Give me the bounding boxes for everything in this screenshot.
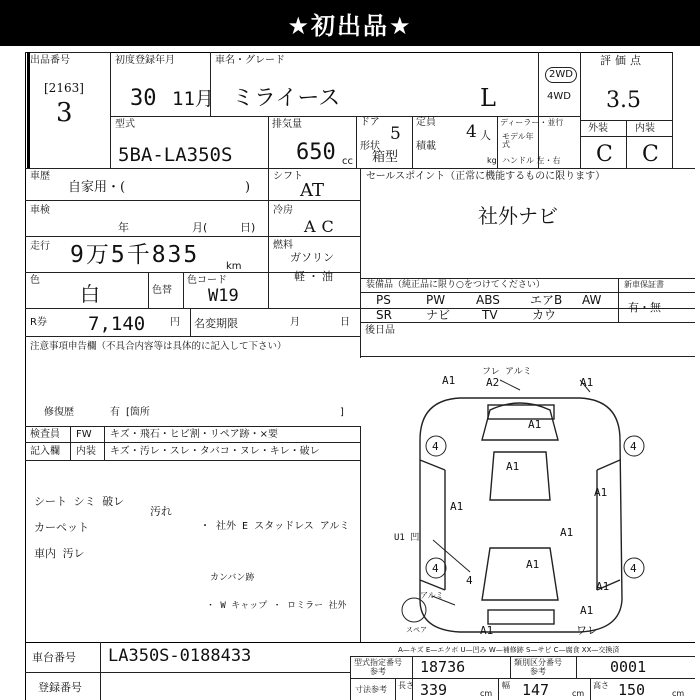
mark-4-fl: 4	[432, 440, 439, 453]
label-spare: スペア	[406, 626, 427, 634]
inspection-year: 年	[118, 221, 129, 234]
label-frame-alloy: フレ アルミ	[482, 367, 532, 377]
selling-points-label: セールスポイント（正常に機能するものに限ります）	[366, 171, 606, 182]
category-sub: 参考	[530, 667, 546, 676]
mark-a1-right: A1	[594, 486, 608, 499]
mark-a1-back: A1	[580, 604, 594, 617]
lot-code: [2163]	[44, 81, 84, 95]
name-limit-day: 日	[340, 317, 350, 328]
chassis-label: 車台番号	[32, 651, 76, 664]
length-value: 339	[420, 681, 448, 699]
mark-4-rl: 4	[432, 562, 439, 575]
ac-value: AC	[304, 217, 340, 236]
note-signboard: カンバン跡	[210, 573, 255, 583]
roof	[490, 452, 550, 500]
warranty-label: 新車保証書	[624, 280, 664, 289]
registration-month: 11月	[172, 88, 214, 110]
exterior-label: 外装	[588, 123, 608, 134]
equipment-sr: SR	[376, 308, 392, 322]
equipment-label: 装備品（純正品に限り○をつけてください）	[366, 280, 545, 290]
shift-value: AT	[300, 180, 325, 201]
dimensions-ref-label: 寸法参考	[355, 685, 387, 694]
mark-a1-hood: A1	[528, 418, 542, 431]
capacity-value: 4	[466, 122, 477, 142]
repair-value: 有	[110, 407, 120, 418]
displacement-unit: cc	[342, 156, 353, 167]
attachments-label: 後日品	[365, 325, 395, 336]
usage-label: 車歴	[30, 171, 50, 182]
car-grade: L	[480, 84, 496, 112]
equipment-ps: PS	[376, 293, 391, 307]
lot-number: 3	[56, 98, 73, 128]
equipment-navi: ナビ	[426, 308, 451, 322]
type-designation-value: 18736	[420, 658, 466, 676]
lot-label: 出品番号	[30, 55, 70, 66]
chassis-value: LA350S-0188433	[108, 646, 252, 666]
equipment-tv: TV	[482, 308, 498, 322]
shift-label: シフト	[273, 171, 303, 182]
fuel-label: 燃料	[273, 240, 293, 251]
height-unit: cm	[672, 689, 685, 698]
width-unit: cm	[572, 689, 585, 698]
score-value: 3.5	[606, 88, 641, 113]
spare-wheel	[402, 598, 426, 622]
color-code-label: 色コード	[187, 275, 227, 286]
note-dirt: 汚れ	[150, 505, 172, 518]
body-value: 箱型	[372, 150, 399, 165]
doors-value: 5	[390, 124, 401, 144]
displacement-value: 650	[296, 140, 336, 165]
remarks-label: 記入欄	[30, 446, 60, 457]
registration-year: 30	[130, 86, 157, 111]
equipment-airbag: エアB	[530, 293, 563, 307]
load-unit: kg	[487, 156, 497, 165]
note-cap-mirror: ・ W キャップ ・ ロミラー 社外	[206, 601, 347, 611]
label-alloy: アルミ	[420, 591, 444, 600]
mark-a1-trunk: A1	[526, 558, 540, 571]
inspection-month: 月(	[192, 221, 208, 234]
color-value: 白	[80, 282, 100, 306]
note-carpet: カーペット	[34, 521, 89, 534]
body-label: 形状	[360, 141, 380, 152]
repair-section: [箇所	[126, 407, 150, 418]
rear-window	[482, 548, 558, 600]
remarks-items: キズ・汚レ・スレ・タバコ・ヌレ・キレ・破レ	[110, 446, 320, 457]
width-label: 幅	[502, 681, 510, 690]
mark-a1-front: A1	[442, 374, 456, 387]
category-label: 類別区分番号	[514, 658, 562, 667]
length-unit: cm	[480, 689, 493, 698]
damage-legend: A—キズ E—エクボ U—凹み W—補修跡 S—サビ C—腐食 XX—交換済	[398, 646, 620, 654]
inspector-items: キズ・飛石・ヒビ割・リペア跡・×要	[110, 429, 278, 440]
reg-number-label: 登録番号	[38, 681, 82, 694]
score-label: 評価点	[600, 54, 645, 67]
type-designation-sub: 参考	[370, 667, 386, 676]
mark-a1-left: A1	[450, 500, 464, 513]
label-a2: A2	[486, 376, 500, 389]
car-name-label: 車名・グレード	[215, 55, 285, 66]
drive-4wd: 4WD	[547, 91, 571, 102]
front-windshield	[482, 403, 558, 440]
name-limit-label: 名変期限	[194, 317, 238, 330]
length-label: 長さ	[398, 681, 414, 690]
usage-close: )	[245, 180, 251, 195]
color-label: 色	[30, 275, 40, 286]
load-label: 積載	[416, 141, 436, 152]
label-u1-dent: U1 凹	[394, 533, 420, 543]
remarks-interior: 内装	[76, 446, 96, 457]
height-label: 高さ	[593, 681, 609, 690]
inspection-label: 車検	[30, 205, 50, 216]
equipment-cow: カウ	[532, 308, 557, 322]
handle-label: ハンドル 左・右	[502, 156, 561, 165]
ac-label: 冷房	[273, 205, 293, 216]
recycle-label: R券	[30, 317, 47, 328]
capacity-label: 定員	[416, 117, 436, 128]
selling-points-value: 社外ナビ	[478, 204, 558, 228]
mark-a1-rr: A1	[596, 580, 610, 593]
inspector-label: 検査員	[30, 429, 60, 440]
car-name-value: ミライース	[232, 86, 341, 111]
color-change-label: 色替	[152, 285, 172, 296]
equipment-pw: PW	[426, 293, 446, 307]
width-value: 147	[522, 681, 550, 699]
registration-label: 初度登録年月	[115, 55, 175, 66]
mark-a1-rear: A1	[560, 526, 574, 539]
color-code: W19	[208, 286, 239, 306]
mileage-unit: km	[226, 261, 242, 272]
name-limit-month: 月	[290, 317, 300, 328]
category-value: 0001	[610, 658, 647, 676]
usage-value: 自家用・(	[68, 180, 126, 195]
mark-4-rear: 4	[466, 574, 473, 587]
fuel-gasoline: ガソリン	[290, 251, 334, 264]
displacement-label: 排気量	[272, 119, 302, 130]
mileage-value: 9万5千835	[70, 242, 200, 268]
dealer-label: ディーラー・並行	[500, 118, 564, 127]
capacity-unit: 人	[480, 129, 491, 142]
drive-2wd: 2WD	[545, 67, 577, 83]
note-interior-dirt: 車内 汚レ	[34, 547, 85, 560]
note-studless: ・ 社外 E スタッドレス アルミ	[200, 521, 350, 532]
model-label: 型式	[115, 119, 135, 130]
notes-label: 注意事項申告欄（不具合内容等は具体的に記入して下さい）	[30, 341, 287, 352]
warranty-value: 有・無	[628, 301, 661, 314]
type-designation-label: 型式指定番号	[354, 658, 402, 667]
equipment-abs: ABS	[476, 293, 500, 307]
doors-label: ドア	[360, 117, 380, 128]
mark-a1-roof: A1	[506, 460, 520, 473]
exterior-score: C	[596, 142, 613, 167]
label-a1-top: A1	[580, 376, 594, 389]
car-outline	[420, 398, 622, 632]
mark-4-rr: 4	[630, 562, 637, 575]
interior-score: C	[642, 142, 659, 167]
interior-label: 内装	[635, 123, 655, 134]
inspection-day: 日)	[240, 221, 256, 234]
label-a1-bottom: A1	[480, 624, 494, 637]
fuel-light-oil: 軽・油	[294, 270, 336, 283]
equipment-aw: AW	[582, 293, 602, 307]
mark-4-fr: 4	[630, 440, 637, 453]
recycle-value: 7,140	[88, 313, 146, 335]
title-banner: ★初出品★	[0, 0, 700, 46]
label-crack: ワレ	[576, 624, 598, 637]
height-value: 150	[618, 681, 646, 699]
note-seat: シート シミ 破レ	[34, 495, 125, 508]
recycle-unit: 円	[170, 317, 180, 328]
model-value: 5BA-LA350S	[118, 144, 233, 166]
repair-label: 修復歴	[44, 407, 74, 418]
repair-close: ]	[340, 407, 344, 418]
mileage-label: 走行	[30, 241, 50, 252]
inspector-fw: FW	[76, 429, 92, 440]
model-year-label: モデル年式	[502, 132, 534, 150]
